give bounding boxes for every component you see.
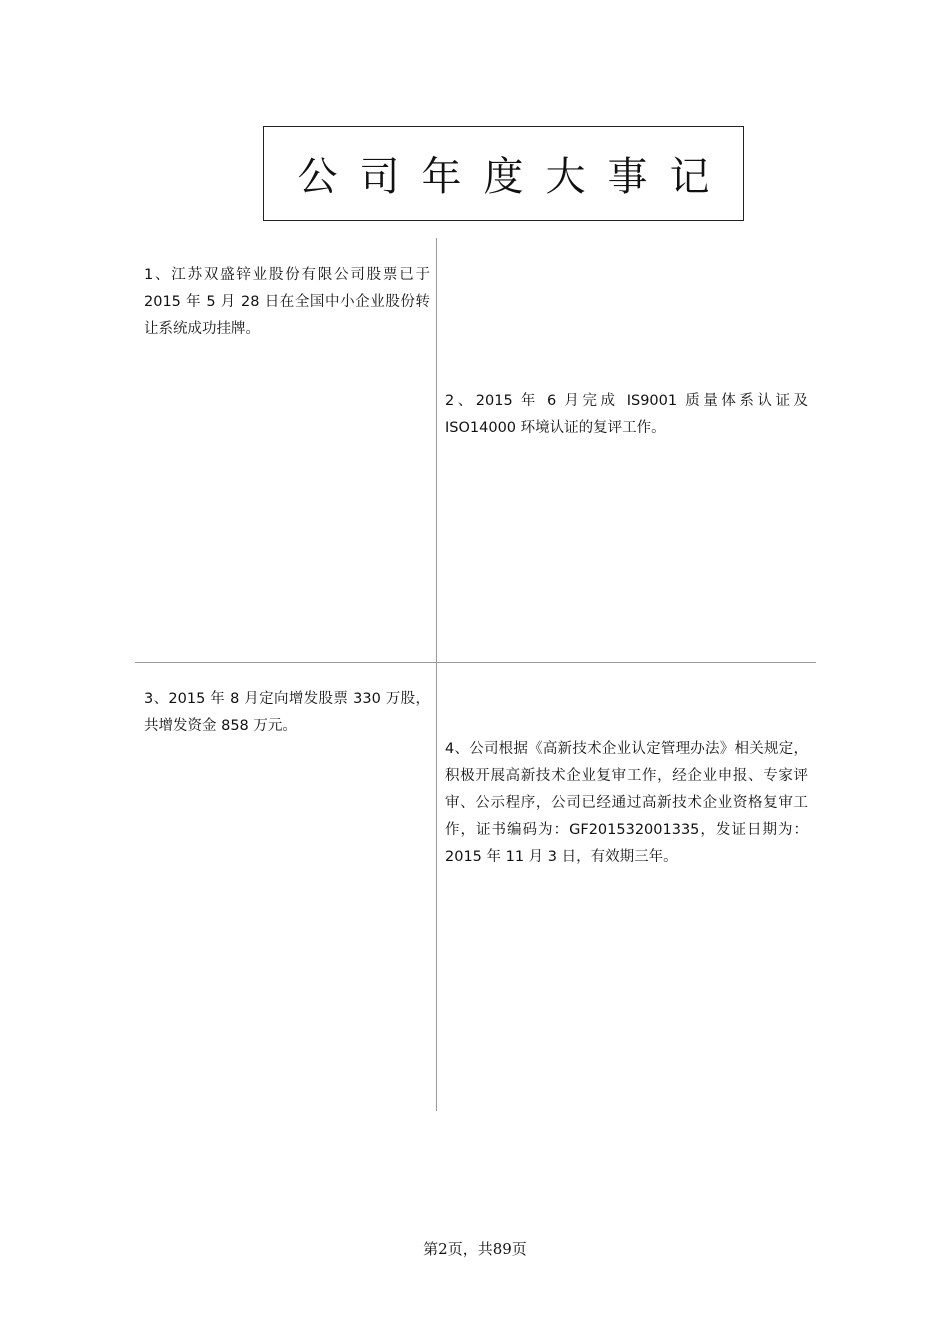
horizontal-divider bbox=[135, 662, 816, 663]
title-box bbox=[263, 126, 744, 221]
event-item-1: 1、江苏双盛锌业股份有限公司股票已于 2015 年 5 月 28 日在全国中小企业股份转让系统成功挂牌。 bbox=[144, 267, 430, 337]
vertical-divider bbox=[436, 238, 437, 1111]
event-item-3: 3、2015 年 8 月定向增发股票 330 万股，共增发资金 858 万元。 bbox=[144, 691, 430, 734]
event-item-2: 2、2015 年 6 月完成 IS9001 质量体系认证及 ISO14000 环境认证的复评工作。 bbox=[445, 393, 808, 436]
page-title: 公司年度大事记 bbox=[297, 154, 732, 200]
event-item-4: 4、公司根据《高新技术企业认定管理办法》相关规定，积极开展高新技术企业复审工作，经企业申报、专家评审、公示程序，公司已经通过高新技术企业资格复审工作，证书编码为：GF201532001335，发证日期为：2015 年 11 月 3 日，有效期三年。 bbox=[445, 741, 808, 865]
page-number: 第2页，共89页 bbox=[423, 1240, 527, 1258]
